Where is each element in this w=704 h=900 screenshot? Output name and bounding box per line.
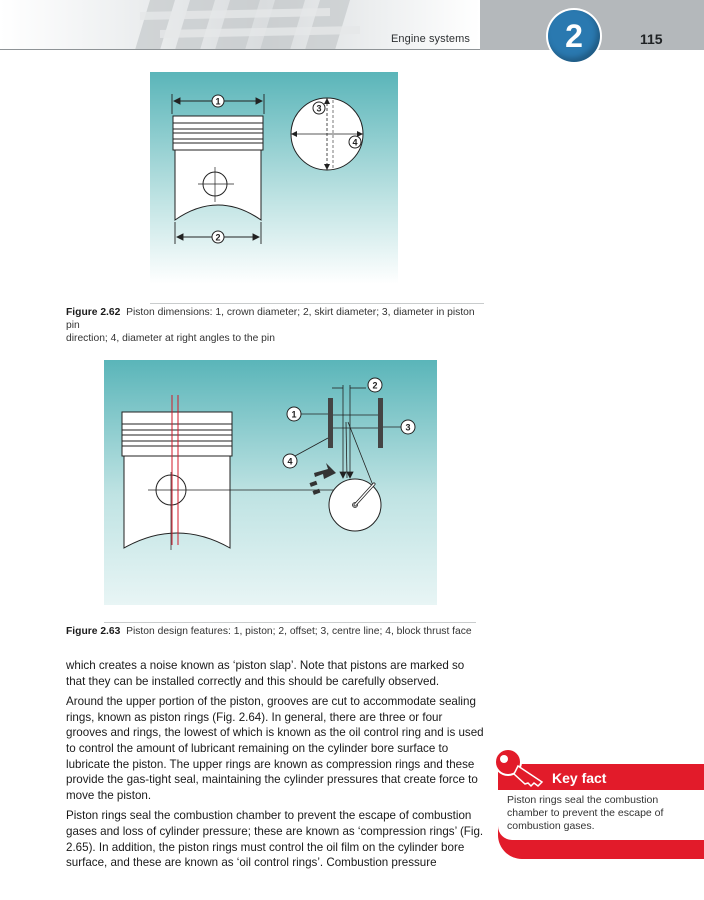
piston-design-diagram bbox=[104, 360, 437, 605]
figure-2-63-caption-text: Piston design features: 1, piston; 2, offset; 3, centre line; 4, block thrust face bbox=[126, 626, 472, 637]
fig63-label-1: 1 bbox=[291, 409, 297, 420]
caption-rule-2-63 bbox=[104, 622, 476, 623]
figure-2-62 bbox=[150, 72, 398, 284]
fig62-label-1: 1 bbox=[215, 96, 221, 107]
header-rule bbox=[0, 49, 480, 50]
fig62-label-4: 4 bbox=[352, 137, 358, 148]
figure-2-63 bbox=[104, 360, 437, 605]
fig62-label-3: 3 bbox=[316, 103, 322, 114]
figure-2-63-caption-label: Figure 2.63 bbox=[66, 626, 121, 637]
chapter-number-badge: 2 bbox=[548, 10, 600, 62]
body-paragraph-1: which creates a noise known as ‘piston slap’. Note that pistons are marked so that they can be installed correctly and this should be carefully observed. bbox=[66, 659, 465, 688]
fig63-label-3: 3 bbox=[405, 422, 411, 433]
key-icon bbox=[492, 746, 548, 793]
body-text bbox=[66, 658, 486, 876]
figure-2-63-caption bbox=[66, 625, 486, 638]
fig62-label-2: 2 bbox=[215, 232, 221, 243]
caption-rule-2-62 bbox=[150, 303, 484, 304]
figure-2-62-caption-label: Figure 2.62 bbox=[66, 307, 121, 318]
body-paragraph-2: Around the upper portion of the piston, grooves are cut to accommodate sealing rings, known as piston rings (Fig. 2.64). In general, there are three or four grooves and rings, the lowest of which is known as the oil control ring and is used to control the amount of lubricant remaining on the cylinder bore surface to lubricate the piston. The upper rings are known as compression rings and these provide the gas-tight seal, maintaining the cylinder pressures that create force to move the piston. bbox=[66, 695, 484, 802]
body-paragraph-3: Piston rings seal the combustion chamber to prevent the escape of combustion gases and loss of cylinder pressure; these are known as ‘compression rings’ (Fig. 2.65). In addition, the piston rings must control the oil film on the cylinder bore surface, and these are known as ‘oil control rings’. Combustion pressure bbox=[66, 809, 484, 870]
key-fact-text: Piston rings seal the combustion chamber to prevent the escape of combustion gases. bbox=[507, 794, 664, 832]
figure-2-62-caption bbox=[66, 306, 486, 345]
fig63-label-4: 4 bbox=[287, 456, 293, 467]
figure-2-62-caption-text: Piston dimensions: 1, crown diameter; 2, skirt diameter; 3, diameter in piston pin bbox=[66, 307, 475, 331]
page-number: 115 bbox=[640, 31, 663, 47]
figure-2-62-caption-text-line2: direction; 4, diameter at right angles to the pin bbox=[66, 333, 275, 344]
section-title: Engine systems bbox=[390, 33, 470, 45]
key-fact-title: Key fact bbox=[552, 770, 607, 786]
piston-dimensions-diagram bbox=[150, 72, 398, 284]
fig63-label-2: 2 bbox=[372, 380, 378, 391]
